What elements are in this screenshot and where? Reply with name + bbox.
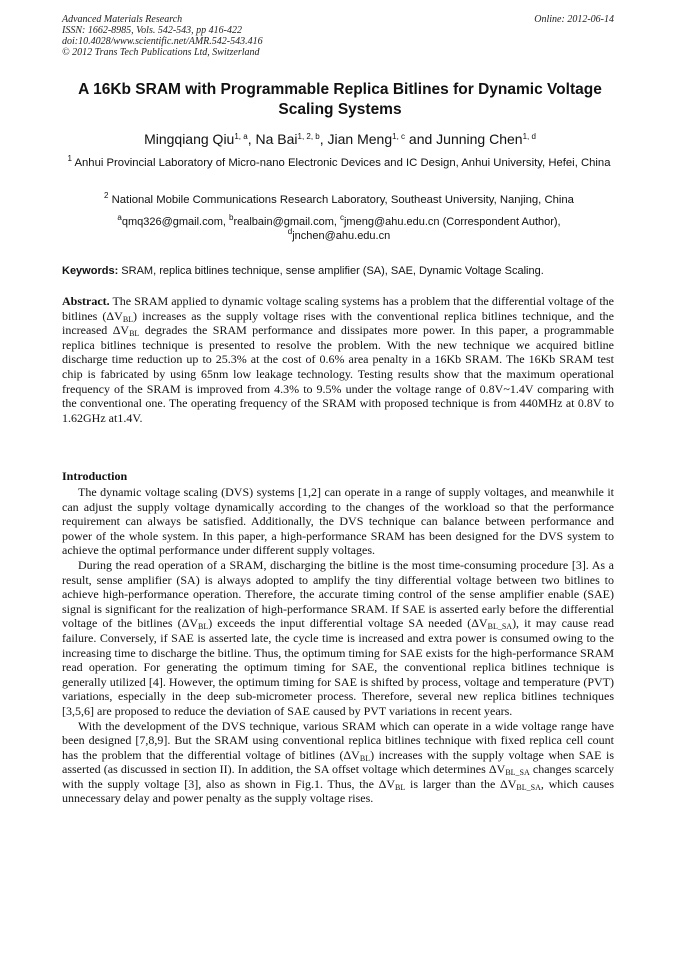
- author-list: [60, 130, 620, 148]
- affiliation-text: National Mobile Communications Research Laboratory, Southeast University, Nanjing, China: [111, 194, 574, 206]
- email-b[interactable]: realbain@gmail.com,: [233, 216, 340, 228]
- introduction-heading: Introduction: [62, 469, 128, 483]
- intro-paragraph-1: The dynamic voltage scaling (DVS) systems [1,2] can operate in a range of supply voltages, and meanwhile it can adjust the supply voltage dynamically according to the changes of the workload so that the performance requirement can always be satisfied. Additionally, the DVS technique can balance between performance and power of the whole system. In this paper, a high-performance SRAM has been designed for the DVS system to achieve the optimal performance under different supply voltages.: [62, 485, 614, 558]
- author-name: Na Bai: [255, 131, 298, 147]
- keywords-text: SRAM, replica bitlines technique, sense amplifier (SA), SAE, Dynamic Voltage Scaling.: [118, 265, 544, 277]
- author-name: Junning Chen: [436, 131, 523, 147]
- author-sep: ,: [247, 131, 256, 147]
- author-sup: 1, c: [392, 132, 406, 141]
- abstract-text: ) increases as the supply voltage rises with the conventional replica bitlines technique, and the increased ΔV: [62, 308, 614, 338]
- author-sup: 1, d: [522, 132, 536, 141]
- email-d[interactable]: jnchen@ahu.edu.cn: [292, 230, 391, 242]
- email-list: $^a$qmq326@gmail.com, $^b$realbain@gmail.com, $^c$jmeng@ahu.edu.cn (Correspondent Author), $^d$jnchen@ahu.edu.cn: [117, 213, 561, 242]
- issn-line: ISSN: 1662-8985, Vols. 542-543, pp 416-422: [62, 25, 242, 36]
- intro-paragraph-3: With the development of the DVS technique, various SRAM which can operate in a wide voltage range have been designed [7,8,9]. But the SRAM using conventional replica bitlines technique with fixed replica cell count has the problem that the differential voltage of bitlines $(\Delta V_{BL})$ increases with the supply voltage when SAE is asserted (as discussed in section II). In addition, the SA offset voltage which determines $\Delta V_{BL\_SA}$ changes scarcely with the supply voltage [3], also as shown in Fig.1. Thus, the $\Delta V_{BL}$ is larger than the $\Delta V_{BL\_SA}$, which causes unnecessary delay and power penalty as the supply voltage rises.: [62, 718, 614, 806]
- abstract: [62, 294, 614, 425]
- email-a[interactable]: qmq326@gmail.com,: [121, 216, 229, 228]
- keywords: [62, 264, 622, 278]
- author-sup: 1, a: [234, 132, 248, 141]
- author-name: Mingqiang Qiu: [144, 131, 235, 147]
- journal-name: Advanced Materials Research: [62, 14, 183, 25]
- abstract-text: The SRAM applied to dynamic voltage scaling systems has a problem that the differential voltage of the bitlines (ΔV: [62, 294, 614, 323]
- author-sup: 1, 2, b: [297, 132, 320, 141]
- abstract-label: Abstract.: [62, 294, 110, 308]
- paper-title: A 16Kb SRAM with Programmable Replica Bitlines for Dynamic Voltage Scaling Systems: [78, 81, 602, 118]
- subscript: BL: [129, 329, 140, 339]
- abstract-text: degrades the SRAM performance and dissipates more power. In this paper, a programmable replica bitlines technique is presented to resolve the problem. With the new technique we acquired bitline discharge time reduction up to 25.3% at the cost of 0.6% area penalty in a 16Kb SRAM. The 16Kb SRAM test chip is fabricated by using 65nm low leakage technology. Testing results show that the maximum operational frequency of the SRAM is improved from 4.3% to 9.5% under the voltage range of 0.8V~1.4V comparing with the conventional one. The operating frequency of the SRAM with proposed technique is from 440MHz at 0.8V to 1.62GHz at1.4V.: [62, 323, 615, 425]
- introduction-body: [62, 485, 614, 806]
- keywords-label: Keywords:: [62, 265, 119, 277]
- copyright-line: © 2012 Trans Tech Publications Ltd, Switzerland: [62, 47, 260, 58]
- author-name: Jian Meng: [327, 131, 393, 147]
- affiliation-sup: 1: [67, 154, 72, 163]
- online-date: Online: 2012-06-14: [534, 14, 614, 25]
- affiliation-text: Anhui Provincial Laboratory of Micro-nano Electronic Devices and IC Design, Anhui University, Hefei, China: [74, 157, 611, 169]
- affiliation-sup: 2: [104, 191, 109, 200]
- doi-line: doi:10.4028/www.scientific.net/AMR.542-543.416: [62, 36, 263, 47]
- intro-paragraph-2: During the read operation of a SRAM, discharging the bitline is the most time-consuming procedure [3]. As a result, sense amplifier (SA) is always adopted to amplify the tiny differential voltage between two bitlines to achieve high-performance operation. Therefore, the accurate timing control of the sense amplifier enable (SAE) signal is significant for the realization of high-performance SRAM. If SAE is asserted early before the differential voltage of the bitlines $(\Delta V_{BL})$ exceeds the input differential voltage SA needed $(\Delta V_{BL\_SA})$, it may cause read failure. Conversely, if SAE is asserted late, the cycle time is increased and extra power is consumed owing to the increasing time to discharge the bitline. Thus, the optimum timing for SAE exists for the high-performance SRAM read operation. For generating the optimum timing for SAE, the conventional replica bitlines technique is generally utilized [4]. However, the optimum timing for SAE is shifted by process, voltage and temperature (PVT) variations, especially in the deep sub-micrometer process. Therefore, several new replica bitlines techniques [3,5,6] are proposed to reduce the deviation of SAE caused by PVT variations in recent years.: [62, 557, 614, 718]
- author-sep: ,: [319, 131, 328, 147]
- author-sep: and: [405, 131, 437, 147]
- email-c[interactable]: jmeng@ahu.edu.cn (Correspondent Author),: [343, 216, 561, 228]
- journal-header: [62, 14, 263, 58]
- affiliation-2: [62, 193, 616, 208]
- affiliation-1: [62, 156, 616, 171]
- subscript: BL: [122, 314, 134, 324]
